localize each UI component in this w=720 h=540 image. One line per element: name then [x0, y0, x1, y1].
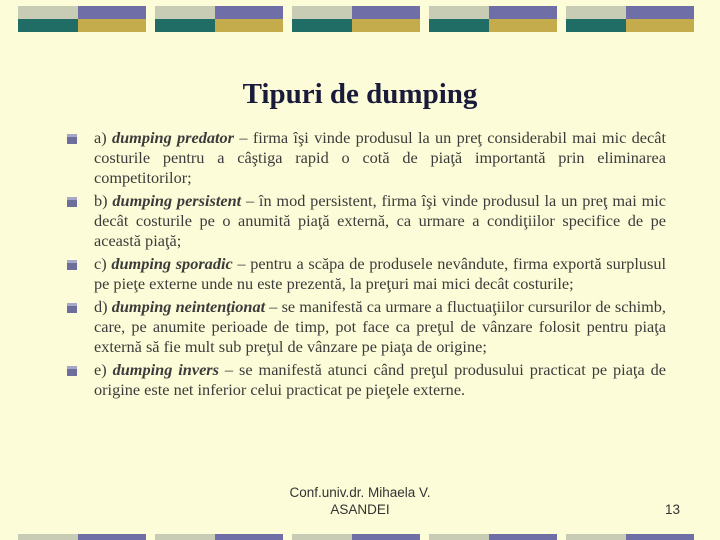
item-prefix: a)	[94, 128, 112, 147]
decoration-block	[155, 534, 283, 540]
decoration-block	[429, 534, 557, 540]
decoration-stripe	[566, 6, 626, 19]
cube-bullet-icon	[66, 133, 78, 145]
decoration-stripe	[626, 534, 694, 540]
decoration-stripe	[566, 534, 626, 540]
item-term: dumping invers	[112, 360, 219, 379]
item-text: – în mod persistent, firma îşi vinde produsul la un preţ mai mic decât costurile pe o anumită piaţă externă, ca urmare a condiţiilor specifice de pe această piaţă;	[94, 191, 666, 250]
bullet-list	[66, 128, 666, 403]
footer-author	[230, 484, 490, 518]
slide-title: Tipuri de dumping	[242, 78, 478, 110]
decoration-stripe	[18, 534, 78, 540]
item-text: – pentru a scăpa de produsele nevândute, firma exportă surplusul pe pieţe externe unde nu este prezentă, la preţuri mai mici decât costurile;	[94, 254, 667, 293]
top-decoration-bar	[0, 6, 720, 32]
item-prefix: e)	[94, 360, 113, 379]
cube-bullet-icon	[66, 259, 78, 271]
decoration-stripe	[155, 534, 215, 540]
item-term: dumping sporadic	[111, 254, 233, 273]
decoration-stripe	[429, 6, 489, 19]
list-item	[66, 297, 666, 357]
decoration-stripe	[352, 534, 420, 540]
item-text: – firma îşi vinde produsul la un preţ considerabil mai mic decât costurile pentru a câştiga rapid o cotă de piaţă importantă prin eliminarea competitorilor;	[94, 128, 667, 187]
list-item	[66, 191, 666, 251]
decoration-stripe	[489, 6, 557, 19]
decoration-stripe	[215, 6, 283, 19]
item-prefix: d)	[94, 297, 112, 316]
author-line-1: Conf.univ.dr. Mihaela V.	[289, 485, 431, 500]
decoration-stripe	[155, 6, 215, 19]
decoration-stripe	[626, 6, 694, 19]
item-term: dumping neintenţionat	[111, 297, 266, 316]
decoration-stripe	[429, 19, 489, 32]
decoration-stripe	[78, 534, 146, 540]
decoration-stripe	[215, 19, 283, 32]
decoration-stripe	[292, 6, 352, 19]
decoration-block	[292, 534, 420, 540]
item-text: – se manifestă atunci când preţul produsului practicat pe piaţa de origine este net inferior celui practicat pe pieţele externe.	[94, 360, 666, 399]
decoration-stripe	[155, 19, 215, 32]
list-item	[66, 254, 666, 294]
decoration-stripe	[489, 19, 557, 32]
decoration-stripe	[18, 19, 78, 32]
decoration-stripe	[489, 534, 557, 540]
decoration-stripe	[352, 19, 420, 32]
decoration-block	[566, 6, 694, 32]
decoration-stripe	[215, 534, 283, 540]
item-term: dumping persistent	[112, 191, 242, 210]
decoration-stripe	[18, 6, 78, 19]
decoration-stripe	[566, 19, 626, 32]
cube-bullet-icon	[66, 365, 78, 377]
decoration-stripe	[429, 534, 489, 540]
decoration-block	[18, 534, 146, 540]
cube-bullet-icon	[66, 302, 78, 314]
list-item	[66, 128, 666, 188]
item-term: dumping predator	[111, 128, 235, 147]
list-item	[66, 360, 666, 400]
decoration-stripe	[352, 6, 420, 19]
bottom-decoration-bar	[0, 534, 720, 540]
page-number: 13	[664, 502, 680, 517]
decoration-stripe	[78, 19, 146, 32]
decoration-block	[155, 6, 283, 32]
decoration-stripe	[626, 19, 694, 32]
item-prefix: b)	[94, 191, 113, 210]
decoration-stripe	[292, 19, 352, 32]
item-text: – se manifestă ca urmare a fluctuaţiilor cursurilor de schimb, care, pe anumite perioade de timp, pot face ca preţul de vânzare folosit pentru piaţa externă să fie mult sub preţul de vânzare pe piaţa de origine;	[94, 297, 666, 356]
decoration-stripe	[78, 6, 146, 19]
author-line-2: ASANDEI	[330, 502, 390, 517]
decoration-block	[18, 6, 146, 32]
decoration-block	[429, 6, 557, 32]
decoration-block	[566, 534, 694, 540]
cube-bullet-icon	[66, 196, 78, 208]
decoration-stripe	[292, 534, 352, 540]
item-prefix: c)	[94, 254, 112, 273]
decoration-block	[292, 6, 420, 32]
